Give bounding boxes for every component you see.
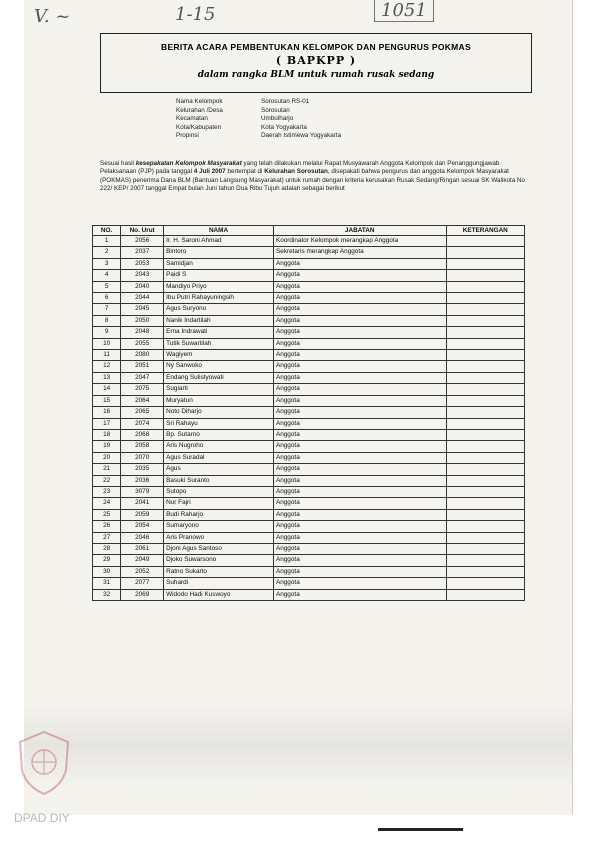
table-row	[93, 384, 525, 395]
table-row	[93, 338, 525, 349]
cell-name: Djoko Suwarsono	[164, 555, 274, 566]
cell-name: Basuki Suranto	[164, 475, 274, 486]
cell-name: Agus	[164, 464, 274, 475]
cell-position: Anggota	[273, 395, 446, 406]
cell-name: Bp. Sutarno	[164, 429, 274, 440]
cell-order: 2044	[121, 293, 164, 304]
table-row	[93, 281, 525, 292]
cell-order: 2041	[121, 498, 164, 509]
cell-no: 27	[93, 532, 121, 543]
col-header-notes: KETERANGAN	[446, 226, 524, 236]
table-row	[93, 407, 525, 418]
cell-no: 24	[93, 498, 121, 509]
cell-position: Anggota	[273, 384, 446, 395]
handwritten-mark-mid: 1-15	[175, 4, 216, 25]
cell-name: Djoni Agus Santoso	[164, 543, 274, 554]
info-row: Kota/Kabupaten Kota Yogyakarta	[176, 123, 307, 131]
cell-position: Anggota	[273, 293, 446, 304]
cell-order: 2058	[121, 441, 164, 452]
cell-no: 4	[93, 270, 121, 281]
cell-position: Anggota	[273, 578, 446, 589]
cell-no: 12	[93, 361, 121, 372]
cell-no: 2	[93, 247, 121, 258]
cell-order: 2075	[121, 384, 164, 395]
table-row	[93, 270, 525, 281]
col-header-position: JABATAN	[273, 226, 446, 236]
cell-position: Anggota	[273, 509, 446, 520]
cell-position: Sekretaris merangkap Anggota	[273, 247, 446, 258]
cell-notes	[446, 578, 524, 589]
cell-no: 10	[93, 338, 121, 349]
info-row: Kelurahan /Desa Sorosutan	[176, 106, 290, 114]
cell-order: 2055	[121, 338, 164, 349]
table-row	[93, 429, 525, 440]
cell-no: 3	[93, 258, 121, 269]
table-row	[93, 441, 525, 452]
cell-no: 32	[93, 589, 121, 600]
cell-notes	[446, 293, 524, 304]
cell-no: 15	[93, 395, 121, 406]
cell-name: Sutopo	[164, 486, 274, 497]
cell-no: 7	[93, 304, 121, 315]
paper-fold-shadow	[24, 700, 572, 790]
cell-order: 2048	[121, 327, 164, 338]
cell-notes	[446, 384, 524, 395]
table-header-row	[93, 226, 525, 236]
cell-notes	[446, 555, 524, 566]
cell-name: Erna Indrawati	[164, 327, 274, 338]
table-row	[93, 589, 525, 600]
cell-notes	[446, 270, 524, 281]
archive-watermark: DPAD DIY	[14, 811, 70, 825]
cell-name: Tutik Suwartilah	[164, 338, 274, 349]
cell-order: 2077	[121, 578, 164, 589]
cell-name: Sumaryono	[164, 521, 274, 532]
cell-order: 2050	[121, 315, 164, 326]
cell-no: 22	[93, 475, 121, 486]
cell-notes	[446, 258, 524, 269]
table-row	[93, 452, 525, 463]
document-title: BERITA ACARA PEMBENTUKAN KELOMPOK DAN PENGURUS POKMAS	[161, 42, 471, 52]
cell-notes	[446, 372, 524, 383]
cell-order: 2053	[121, 258, 164, 269]
cell-no: 17	[93, 418, 121, 429]
table-row	[93, 532, 525, 543]
table-row	[93, 486, 525, 497]
cell-no: 28	[93, 543, 121, 554]
cell-notes	[446, 532, 524, 543]
cell-notes	[446, 429, 524, 440]
cell-name: Ratno Sukarto	[164, 566, 274, 577]
table-row	[93, 464, 525, 475]
cell-position: Anggota	[273, 475, 446, 486]
bottom-rule	[378, 828, 463, 831]
cell-position: Anggota	[273, 327, 446, 338]
cell-name: Agus Suryono	[164, 304, 274, 315]
cell-notes	[446, 486, 524, 497]
cell-position: Anggota	[273, 452, 446, 463]
cell-notes	[446, 247, 524, 258]
cell-name: Muryatun	[164, 395, 274, 406]
cell-no: 11	[93, 350, 121, 361]
cell-no: 16	[93, 407, 121, 418]
cell-order: 2051	[121, 361, 164, 372]
cell-position: Anggota	[273, 486, 446, 497]
col-header-no: NO.	[93, 226, 121, 236]
info-row: Kecamatan Umbulharjo	[176, 115, 294, 123]
cell-no: 1	[93, 236, 121, 247]
table-row	[93, 315, 525, 326]
info-row: Nama Kelompok Sorosutan RS-01	[176, 98, 310, 105]
cell-notes	[446, 418, 524, 429]
cell-name: Ir. H. Saroni Ahmad	[164, 236, 274, 247]
cell-name: Sugiarti	[164, 384, 274, 395]
cell-no: 29	[93, 555, 121, 566]
cell-position: Anggota	[273, 315, 446, 326]
cell-notes	[446, 441, 524, 452]
cell-no: 31	[93, 578, 121, 589]
cell-notes	[446, 327, 524, 338]
document-subtitle: dalam rangka BLM untuk rumah rusak sedang	[197, 70, 435, 80]
cell-order: 2036	[121, 475, 164, 486]
cell-notes	[446, 395, 524, 406]
document-header	[100, 33, 532, 93]
cell-no: 18	[93, 429, 121, 440]
cell-order: 2037	[121, 247, 164, 258]
cell-order: 2069	[121, 589, 164, 600]
cell-name: Endang Sulistyowati	[164, 372, 274, 383]
cell-name: Ny Sanwoko	[164, 361, 274, 372]
cell-order: 2052	[121, 566, 164, 577]
cell-no: 30	[93, 566, 121, 577]
table-row	[93, 236, 525, 247]
table-row	[93, 293, 525, 304]
cell-no: 20	[93, 452, 121, 463]
table-row	[93, 566, 525, 577]
cell-notes	[446, 236, 524, 247]
table-row	[93, 247, 525, 258]
cell-name: Budi Raharjo	[164, 509, 274, 520]
cell-position: Anggota	[273, 350, 446, 361]
cell-position: Anggota	[273, 418, 446, 429]
cell-position: Anggota	[273, 270, 446, 281]
cell-position: Anggota	[273, 281, 446, 292]
cell-position: Anggota	[273, 407, 446, 418]
cell-order: 2043	[121, 270, 164, 281]
cell-no: 25	[93, 509, 121, 520]
cell-notes	[446, 281, 524, 292]
members-table	[92, 225, 525, 601]
col-header-name: NAMA	[164, 226, 274, 236]
table-row	[93, 418, 525, 429]
col-header-order: No. Urut	[121, 226, 164, 236]
cell-notes	[446, 521, 524, 532]
cell-name: Aris Pranowo	[164, 532, 274, 543]
cell-notes	[446, 304, 524, 315]
cell-notes	[446, 498, 524, 509]
handwritten-archive-number: 1051	[374, 0, 434, 22]
table-row	[93, 372, 525, 383]
cell-position: Anggota	[273, 429, 446, 440]
cell-order: 2065	[121, 407, 164, 418]
cell-notes	[446, 543, 524, 554]
cell-position: Anggota	[273, 589, 446, 600]
cell-notes	[446, 464, 524, 475]
cell-name: Paidi S	[164, 270, 274, 281]
cell-name: Widodo Hadi Kuswoyo	[164, 589, 274, 600]
cell-position: Anggota	[273, 543, 446, 554]
cell-notes	[446, 338, 524, 349]
handwritten-mark-left: V. ~	[34, 6, 71, 27]
cell-name: Sri Rahayu	[164, 418, 274, 429]
table-row	[93, 258, 525, 269]
cell-no: 13	[93, 372, 121, 383]
cell-name: Nur Fajri	[164, 498, 274, 509]
cell-no: 5	[93, 281, 121, 292]
cell-position: Anggota	[273, 566, 446, 577]
cell-order: 2080	[121, 350, 164, 361]
cell-no: 21	[93, 464, 121, 475]
table-row	[93, 395, 525, 406]
cell-order: 2045	[121, 304, 164, 315]
cell-position: Anggota	[273, 555, 446, 566]
table-row	[93, 509, 525, 520]
cell-notes	[446, 452, 524, 463]
cell-position: Anggota	[273, 304, 446, 315]
cell-name: Agus Suradal	[164, 452, 274, 463]
table-row	[93, 304, 525, 315]
cell-position: Anggota	[273, 372, 446, 383]
cell-order: 2064	[121, 395, 164, 406]
cell-order: 3079	[121, 486, 164, 497]
cell-position: Anggota	[273, 464, 446, 475]
table-row	[93, 327, 525, 338]
cell-order: 2049	[121, 555, 164, 566]
cell-order: 2046	[121, 532, 164, 543]
document-acronym: ( BAPKPP )	[275, 54, 357, 67]
cell-name: Mandiyo Priyo	[164, 281, 274, 292]
cell-order: 2047	[121, 372, 164, 383]
table-row	[93, 361, 525, 372]
official-seal-icon	[16, 730, 72, 796]
cell-position: Anggota	[273, 338, 446, 349]
cell-notes	[446, 407, 524, 418]
cell-name: Nanik Indartilah	[164, 315, 274, 326]
cell-name: Bintoro	[164, 247, 274, 258]
cell-notes	[446, 509, 524, 520]
cell-name: Samidjan	[164, 258, 274, 269]
cell-notes	[446, 475, 524, 486]
cell-order: 2074	[121, 418, 164, 429]
cell-position: Anggota	[273, 361, 446, 372]
cell-position: Koordinator Kelompok merangkap Anggota	[273, 236, 446, 247]
cell-no: 26	[93, 521, 121, 532]
table-row	[93, 475, 525, 486]
table-row	[93, 350, 525, 361]
cell-notes	[446, 589, 524, 600]
cell-order: 2059	[121, 509, 164, 520]
cell-position: Anggota	[273, 258, 446, 269]
table-row	[93, 555, 525, 566]
cell-order: 2054	[121, 521, 164, 532]
cell-name: Ibu Putri Rahayuningsih	[164, 293, 274, 304]
cell-no: 19	[93, 441, 121, 452]
table-row	[93, 521, 525, 532]
cell-order: 2056	[121, 236, 164, 247]
cell-notes	[446, 361, 524, 372]
cell-order: 2035	[121, 464, 164, 475]
info-row: Propinsi Daerah Istimewa Yogyakarta	[176, 132, 342, 140]
table-row	[93, 543, 525, 554]
cell-position: Anggota	[273, 441, 446, 452]
cell-position: Anggota	[273, 521, 446, 532]
cell-order: 2061	[121, 543, 164, 554]
cell-name: Suhardi	[164, 578, 274, 589]
cell-notes	[446, 566, 524, 577]
cell-no: 8	[93, 315, 121, 326]
cell-no: 6	[93, 293, 121, 304]
cell-no: 9	[93, 327, 121, 338]
cell-position: Anggota	[273, 532, 446, 543]
cell-notes	[446, 315, 524, 326]
cell-name: Aris Nugroho	[164, 441, 274, 452]
cell-name: Wagiyem	[164, 350, 274, 361]
cell-position: Anggota	[273, 498, 446, 509]
cell-no: 14	[93, 384, 121, 395]
cell-order: 2070	[121, 452, 164, 463]
agreement-paragraph: Sesuai hasil kesepakatan Kelompok Masyarakat yang telah dilakukan melalui Rapat Musyawarah Anggota Kelompok dan Penanggungjawab Pelaksanaan (PJP) pada tanggal 4 Juli 2007 bertempat di Kelurahan Sorosutan, disepakati bahwa pengurus dan anggota Kelompok Masyarakat (POKMAS) penerima Dana BLM (Bantuan Langsung Masyarakat) untuk rumah dengan kriteria kerusakan Rusak Sedang/Ringan sesuai SK Walikota No 222/ KEP/ 2007 tanggal Empat bulan Juni tahun Dua Ribu Tujuh adalah sebagai berikut	[100, 160, 526, 193]
table-row	[93, 498, 525, 509]
cell-order: 2068	[121, 429, 164, 440]
table-row	[93, 578, 525, 589]
cell-order: 2040	[121, 281, 164, 292]
cell-notes	[446, 350, 524, 361]
group-info	[176, 98, 341, 141]
cell-no: 23	[93, 486, 121, 497]
cell-name: Noto Diharjo	[164, 407, 274, 418]
